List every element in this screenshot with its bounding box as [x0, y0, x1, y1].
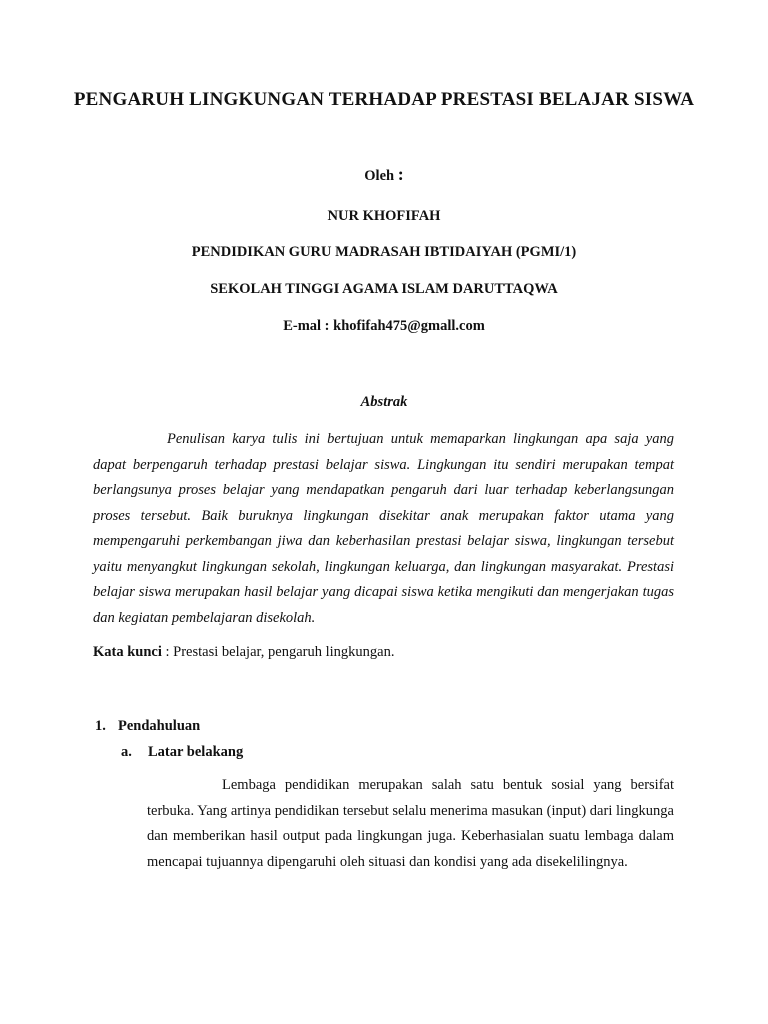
keywords-label: Kata kunci — [93, 644, 162, 660]
abstract-heading: Abstrak — [360, 394, 408, 410]
section-heading — [95, 716, 200, 736]
author-name: NUR KHOFIFAH — [327, 208, 441, 224]
abstract-body: Penulisan karya tulis ini bertujuan untuk memaparkan lingkungan apa saja yang dapat berpengaruh terhadap prestasi belajar siswa. Lingkungan itu sendiri merupakan tempat berlangsunya proses belajar yang mendapatkan pengaruh dari luar terhadap keberlangsungan proses tersebut. Baik buruknya lingkungan disekitar anak merupakan faktor utama yang mempengaruhi perkembangan jiwa dan keberhasilan prestasi belajar siswa, lingkungan tersebut yaitu menyangkut lingkungan sekolah, lingkungan keluarga, dan lingkungan masyarakat. Prestasi belajar siswa merupakan hasil belajar yang dicapai siswa ketika mengikuti dan mengerjakan tugas dan kegiatan pembelajaran disekolah. — [93, 431, 674, 626]
institution-name: SEKOLAH TINGGI AGAMA ISLAM DARUTTAQWA — [210, 281, 558, 297]
intro-paragraph: Lembaga pendidikan merupakan salah satu bentuk sosial yang bersifat terbuka. Yang artinya pendidikan tersebut selalu menerima masukan (input) dari lingkunga dan memberikan hasil output pada lingkungan juga. Keberhasialan suatu lembaga dalam mencapai tujuannya dipengaruhi oleh situasi dan kondisi yang ada disekelilingnya. — [147, 777, 674, 870]
keywords-line — [93, 642, 674, 662]
section-title: Pendahuluan — [118, 718, 201, 734]
oleh-label: Oleh — [364, 168, 395, 184]
study-program: PENDIDIKAN GURU MADRASAH IBTIDAIYAH (PGMI/1) — [191, 244, 577, 260]
byline-oleh — [60, 164, 708, 186]
section-number: 1. — [95, 718, 106, 734]
oleh-colon: : — [397, 164, 404, 184]
keywords-text: : Prestasi belajar, pengaruh lingkungan. — [161, 644, 395, 660]
paper-title: PENGARUH LINGKUNGAN TERHADAP PRESTASI BELAJAR SISWA — [73, 89, 695, 110]
subsection-number: a. — [121, 744, 132, 760]
subsection-title: Latar belakang — [148, 744, 244, 760]
author-email: E-mal : khofifah475@gmall.com — [283, 318, 485, 334]
subsection-heading — [121, 742, 243, 762]
